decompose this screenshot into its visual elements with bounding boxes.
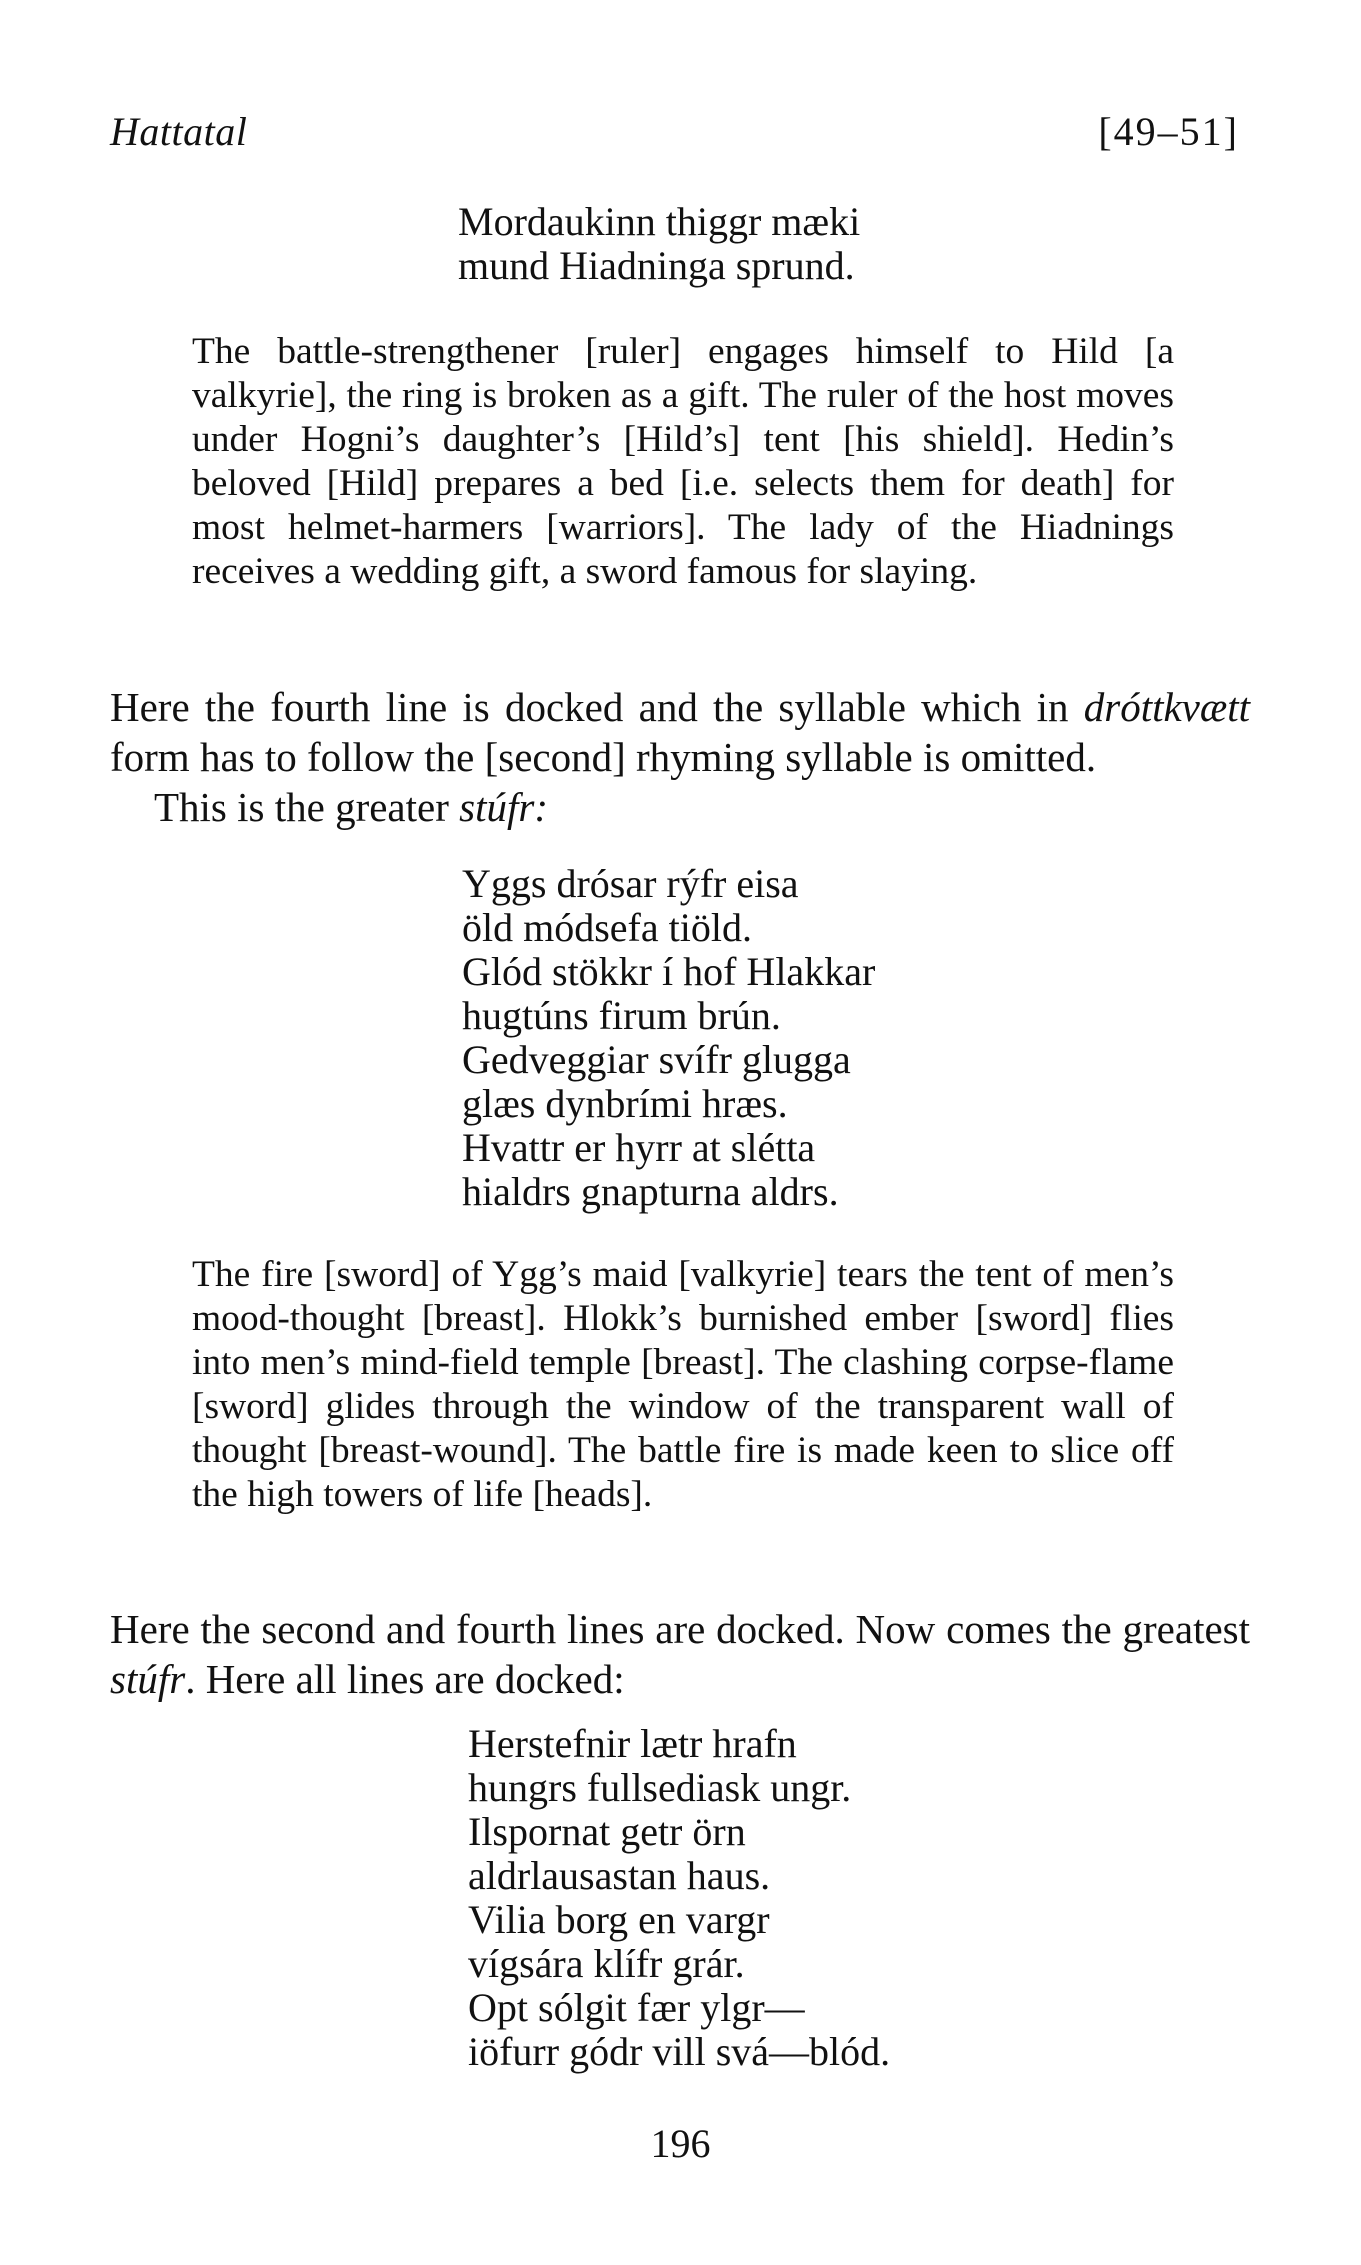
verse-line: Yggs drósar rýfr eisa [462,861,799,906]
verse-line: glæs dynbrími hræs. [462,1081,788,1126]
verse-line: hugtúns firum brún. [462,993,781,1038]
verse-stanza-3 [468,1722,890,2074]
verse-stanza-2 [462,862,875,1214]
prose-text: This is the greater [154,784,460,830]
translation-paragraph-2: The fire [sword] of Ygg’s maid [valkyrie] tears the tent of men’s mood-thought [breast]. Hlokk’s burnished ember [sword] flies into men’s mind-field temple [breast]. The clashing corpse-flame [sword] glides through the window of the transparent wall of thought [breast-wound]. The battle fire is made keen to slice off the high towers of life [heads]. [192,1254,1174,1515]
running-title: Hattatal [110,109,248,154]
verse-line: Herstefnir lætr hrafn [468,1721,797,1766]
prose-text: form has to follow the [second] rhyming syllable is omitted. [110,734,1097,780]
translation-paragraph-1: The battle-strengthener [ruler] engages himself to Hild [a valkyrie], the ring is broken as a gift. The ruler of the host moves under Hogni’s daughter’s [Hild’s] tent [his shield]. Hedin’s beloved [Hild] prepares a bed [i.e. selects them for death] for most helmet-harmers [warriors]. The lady of the Hiadnings receives a wedding gift, a sword famous for slaying. [192,331,1174,592]
verse-line: hialdrs gnapturna aldrs. [462,1169,839,1214]
prose-paragraph-1 [110,682,1250,832]
verse-line: mund Hiadninga sprund. [458,243,855,288]
verse-line: Glód stökkr í hof Hlakkar [462,949,876,994]
verse-stanza-1 [458,200,860,288]
verse-line: aldrlausastan haus. [468,1853,771,1898]
verse-line: iöfurr gódr vill svá—blód. [468,2029,891,2074]
verse-line: Vilia borg en vargr [468,1897,770,1942]
prose-paragraph-2 [110,1604,1250,1704]
verse-line: vígsára klífr grár. [468,1941,745,1986]
term-stufr: stúfr [110,1656,186,1702]
term-drottkvaett: dróttkvætt [1083,684,1250,730]
verse-line: öld módsefa tiöld. [462,905,752,950]
verse-line: Opt sólgit fær ylgr— [468,1985,805,2030]
prose-text: . Here all lines are docked: [185,1656,625,1702]
prose-text: Here the fourth line is docked and the syllable which in [110,684,1084,730]
verse-line: hungrs fullsediask ungr. [468,1765,852,1810]
section-range: [49–51] [1098,109,1239,154]
verse-line: Ilspornat getr örn [468,1809,746,1854]
verse-line: Mordaukinn thiggr mæki [458,199,861,244]
verse-line: Gedveggiar svífr glugga [462,1037,851,1082]
page-number: 196 [650,2121,711,2166]
verse-line: Hvattr er hyrr at slétta [462,1125,816,1170]
term-stufr: stúfr: [459,784,548,830]
prose-text: Here the second and fourth lines are docked. Now comes the greatest [110,1606,1250,1652]
prose-indented-line [110,782,1250,832]
